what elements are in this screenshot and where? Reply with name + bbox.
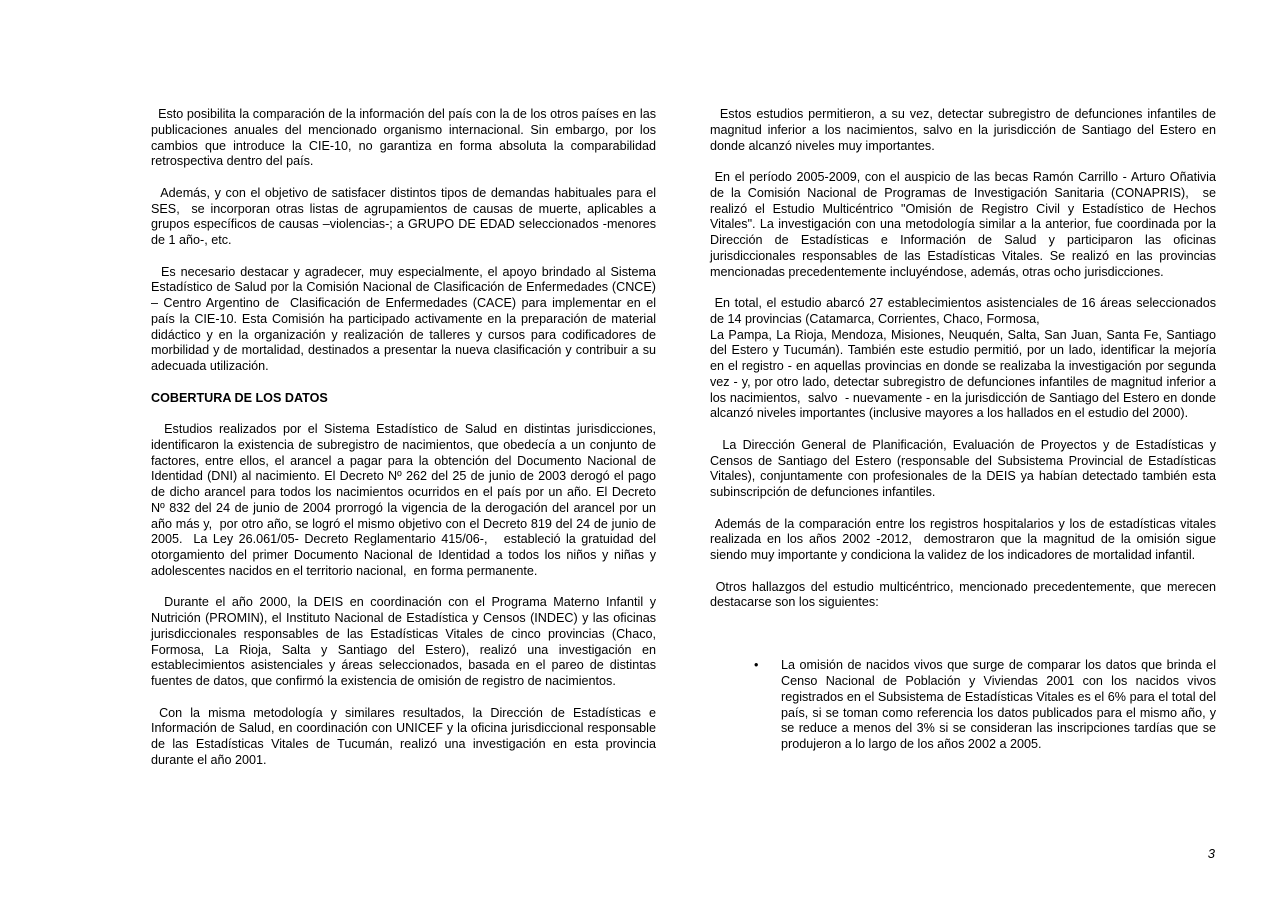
- page-number: 3: [1207, 846, 1215, 861]
- study-scope-line-2: La Pampa, La Rioja, Mendoza, Misiones, Neuquén, Salta, San Juan, Santa Fe, Santiago del Estero y Tucumán). También este estudio permitió, por un lado, identificar la mejoría en el registro - en aquellas provincias en donde se realizaba la investigación por segunda vez - y, por otro lado, detectar subregistro de defunciones infantiles de magnitud inferior a los nacimientos, salvo - nuevamente - en la jurisdicción de Santiago del Estero en donde alcanzó niveles importantes (inclusive mayores a los hallados en el estudio del 2000).: [710, 327, 1220, 421]
- paragraph-other-findings: Otros hallazgos del estudio multicéntrico, mencionado precedentemente, que merecen destacarse son los siguientes:: [710, 579, 1220, 610]
- paragraph-comparability: Esto posibilita la comparación de la información del país con la de los otros países en las publicaciones anuales del mencionado organismo internacional. Sin embargo, por los cambios que introduce la CIE-10, no garantiza en forma absoluta la comparabilidad retrospectiva dentro del país.: [151, 107, 660, 169]
- bullet-icon: •: [754, 658, 759, 673]
- left-column: [151, 107, 660, 784]
- paragraph-study-tucuman: Con la misma metodología y similares resultados, la Dirección de Estadísticas e Información de Salud, en coordinación con UNICEF y la oficina jurisdiccional responsable de las Estadísticas Vitales de Tucumán, realizó una investigación en esta provincia durante el año 2001.: [151, 705, 660, 767]
- paragraph-study-scope: [710, 296, 1220, 422]
- paragraph-study-2000: Durante el año 2000, la DEIS en coordinación con el Programa Materno Infantil y Nutrición (PROMIN), el Instituto Nacional de Estadística y Censos (INDEC) y las oficinas jurisdiccionales responsables de las Estadísticas Vitales de cinco provincias (Chaco, Formosa, La Rioja, Salta y Santiago del Estero), realizó una investigación en establecimientos asistenciales y áreas seleccionados, basada en el pareo de distintas fuentes de datos, que confirmó la existencia de omisión de registro de nacimientos.: [151, 595, 660, 688]
- study-scope-line-1: En total, el estudio abarcó 27 establecimientos asistenciales de 16 áreas seleccionados de 14 provincias (Catamarca, Corrientes, Chaco, Formosa,: [710, 296, 1220, 326]
- right-column: [710, 107, 1223, 753]
- paragraph-birth-underregistration: Estudios realizados por el Sistema Estadístico de Salud en distintas jurisdicciones, identificaron la existencia de subregistro de nacimientos, que obedecía a un conjunto de factores, entre ellos, el arancel a pagar para la obtención del Documento Nacional de Identidad (DNI) al nacimiento. El Decreto Nº 262 del 25 de junio de 2003 derogó el pago de dicho arancel para todos los nacimientos ocurridos en el país por un año. El Decreto Nº 832 del 24 de junio de 2004 prorrogó la vigencia de la derogación del arancel por un año más y, por otro año, se logró el mismo objetivo con el Decreto 819 del 24 de junio de 2005. La Ley 26.061/05- Decreto Reglamentario 415/06-, estableció la gratuidad del otorgamiento del primer Documento Nacional de Identidad a todos los niños y niñas y adolescentes nacidos en el territorio nacional, en forma permanente.: [151, 422, 660, 578]
- spacer: [710, 627, 1216, 659]
- paragraph-comparison: Además de la comparación entre los registros hospitalarios y los de estadísticas vitales realizada en los años 2002 -2012, demostraron que la magnitud de la omisión sigue siendo muy importante y condiciona la validez de los indicadores de mortalidad infantil.: [710, 516, 1220, 562]
- section-heading-coverage: COBERTURA DE LOS DATOS: [151, 390, 328, 405]
- findings-list: [710, 658, 1216, 753]
- paragraph-acknowledgement: Es necesario destacar y agradecer, muy especialmente, el apoyo brindado al Sistema Estadístico de Salud por la Comisión Nacional de Clasificación de Enfermedades (CNCE) – Centro Argentino de Clasificación de Enfermedades (CACE) para implementar en el país la CIE-10. Esta Comisión ha participado activamente en la preparación de material didáctico y en la organización y realización de talleres y cursos para codificadores de morbilidad y de mortalidad, destinados a presentar la nueva clasificación y contribuir a su adecuada utilización.: [151, 264, 660, 373]
- paragraph-infant-deaths: Estos estudios permitieron, a su vez, detectar subregistro de defunciones infantiles de magnitud inferior a los nacimientos, salvo en la jurisdicción de Santiago del Estero en donde alcanzó niveles muy importantes.: [710, 107, 1220, 153]
- paragraph-santiago-direction: La Dirección General de Planificación, Evaluación de Proyectos y de Estadísticas y Censos de Santiago del Estero (responsable del Subsistema Provincial de Estadísticas Vitales), conjuntamente con profesionales de la DEIS ya habían detectado también esta subinscripción de defunciones infantiles.: [710, 437, 1223, 499]
- paragraph-multicentric-study: En el período 2005-2009, con el auspicio de las becas Ramón Carrillo - Arturo Oñativia de la Comisión Nacional de Programas de Investigación Sanitaria (CONAPRIS), se realizó el Estudio Multicéntrico "Omisión de Registro Civil y Estadístico de Hechos Vitales". La investigación con una metodología similar a la anterior, fue coordinada por la Dirección de Estadísticas e Información de Salud y participaron las oficinas jurisdiccionales responsables de las Estadísticas Vitales. Se realizó en las provincias mencionadas precedentemente incluyéndose, además, otras ocho jurisdicciones.: [710, 170, 1223, 279]
- bullet-text: La omisión de nacidos vivos que surge de comparar los datos que brinda el Censo Nacional de Población y Viviendas 2001 con los nacidos vivos registrados en el Subsistema de Estadísticas Vitales es el 6% para el total del país, si se toman como referencia los datos publicados para el mismo año, y se reduce a menos del 3% si se consideran las inscripciones tardías que se produjeron a lo largo de los años 2002 a 2005.: [781, 658, 1216, 751]
- list-item: [710, 658, 1216, 753]
- paragraph-additional-lists: Además, y con el objetivo de satisfacer distintos tipos de demandas habituales para el SES, se incorporan otras listas de agrupamientos de causas de muerte, aplicables a grupos específicos de causas –violencias-; a GRUPO DE EDAD seleccionados -menores de 1 año-, etc.: [151, 185, 660, 247]
